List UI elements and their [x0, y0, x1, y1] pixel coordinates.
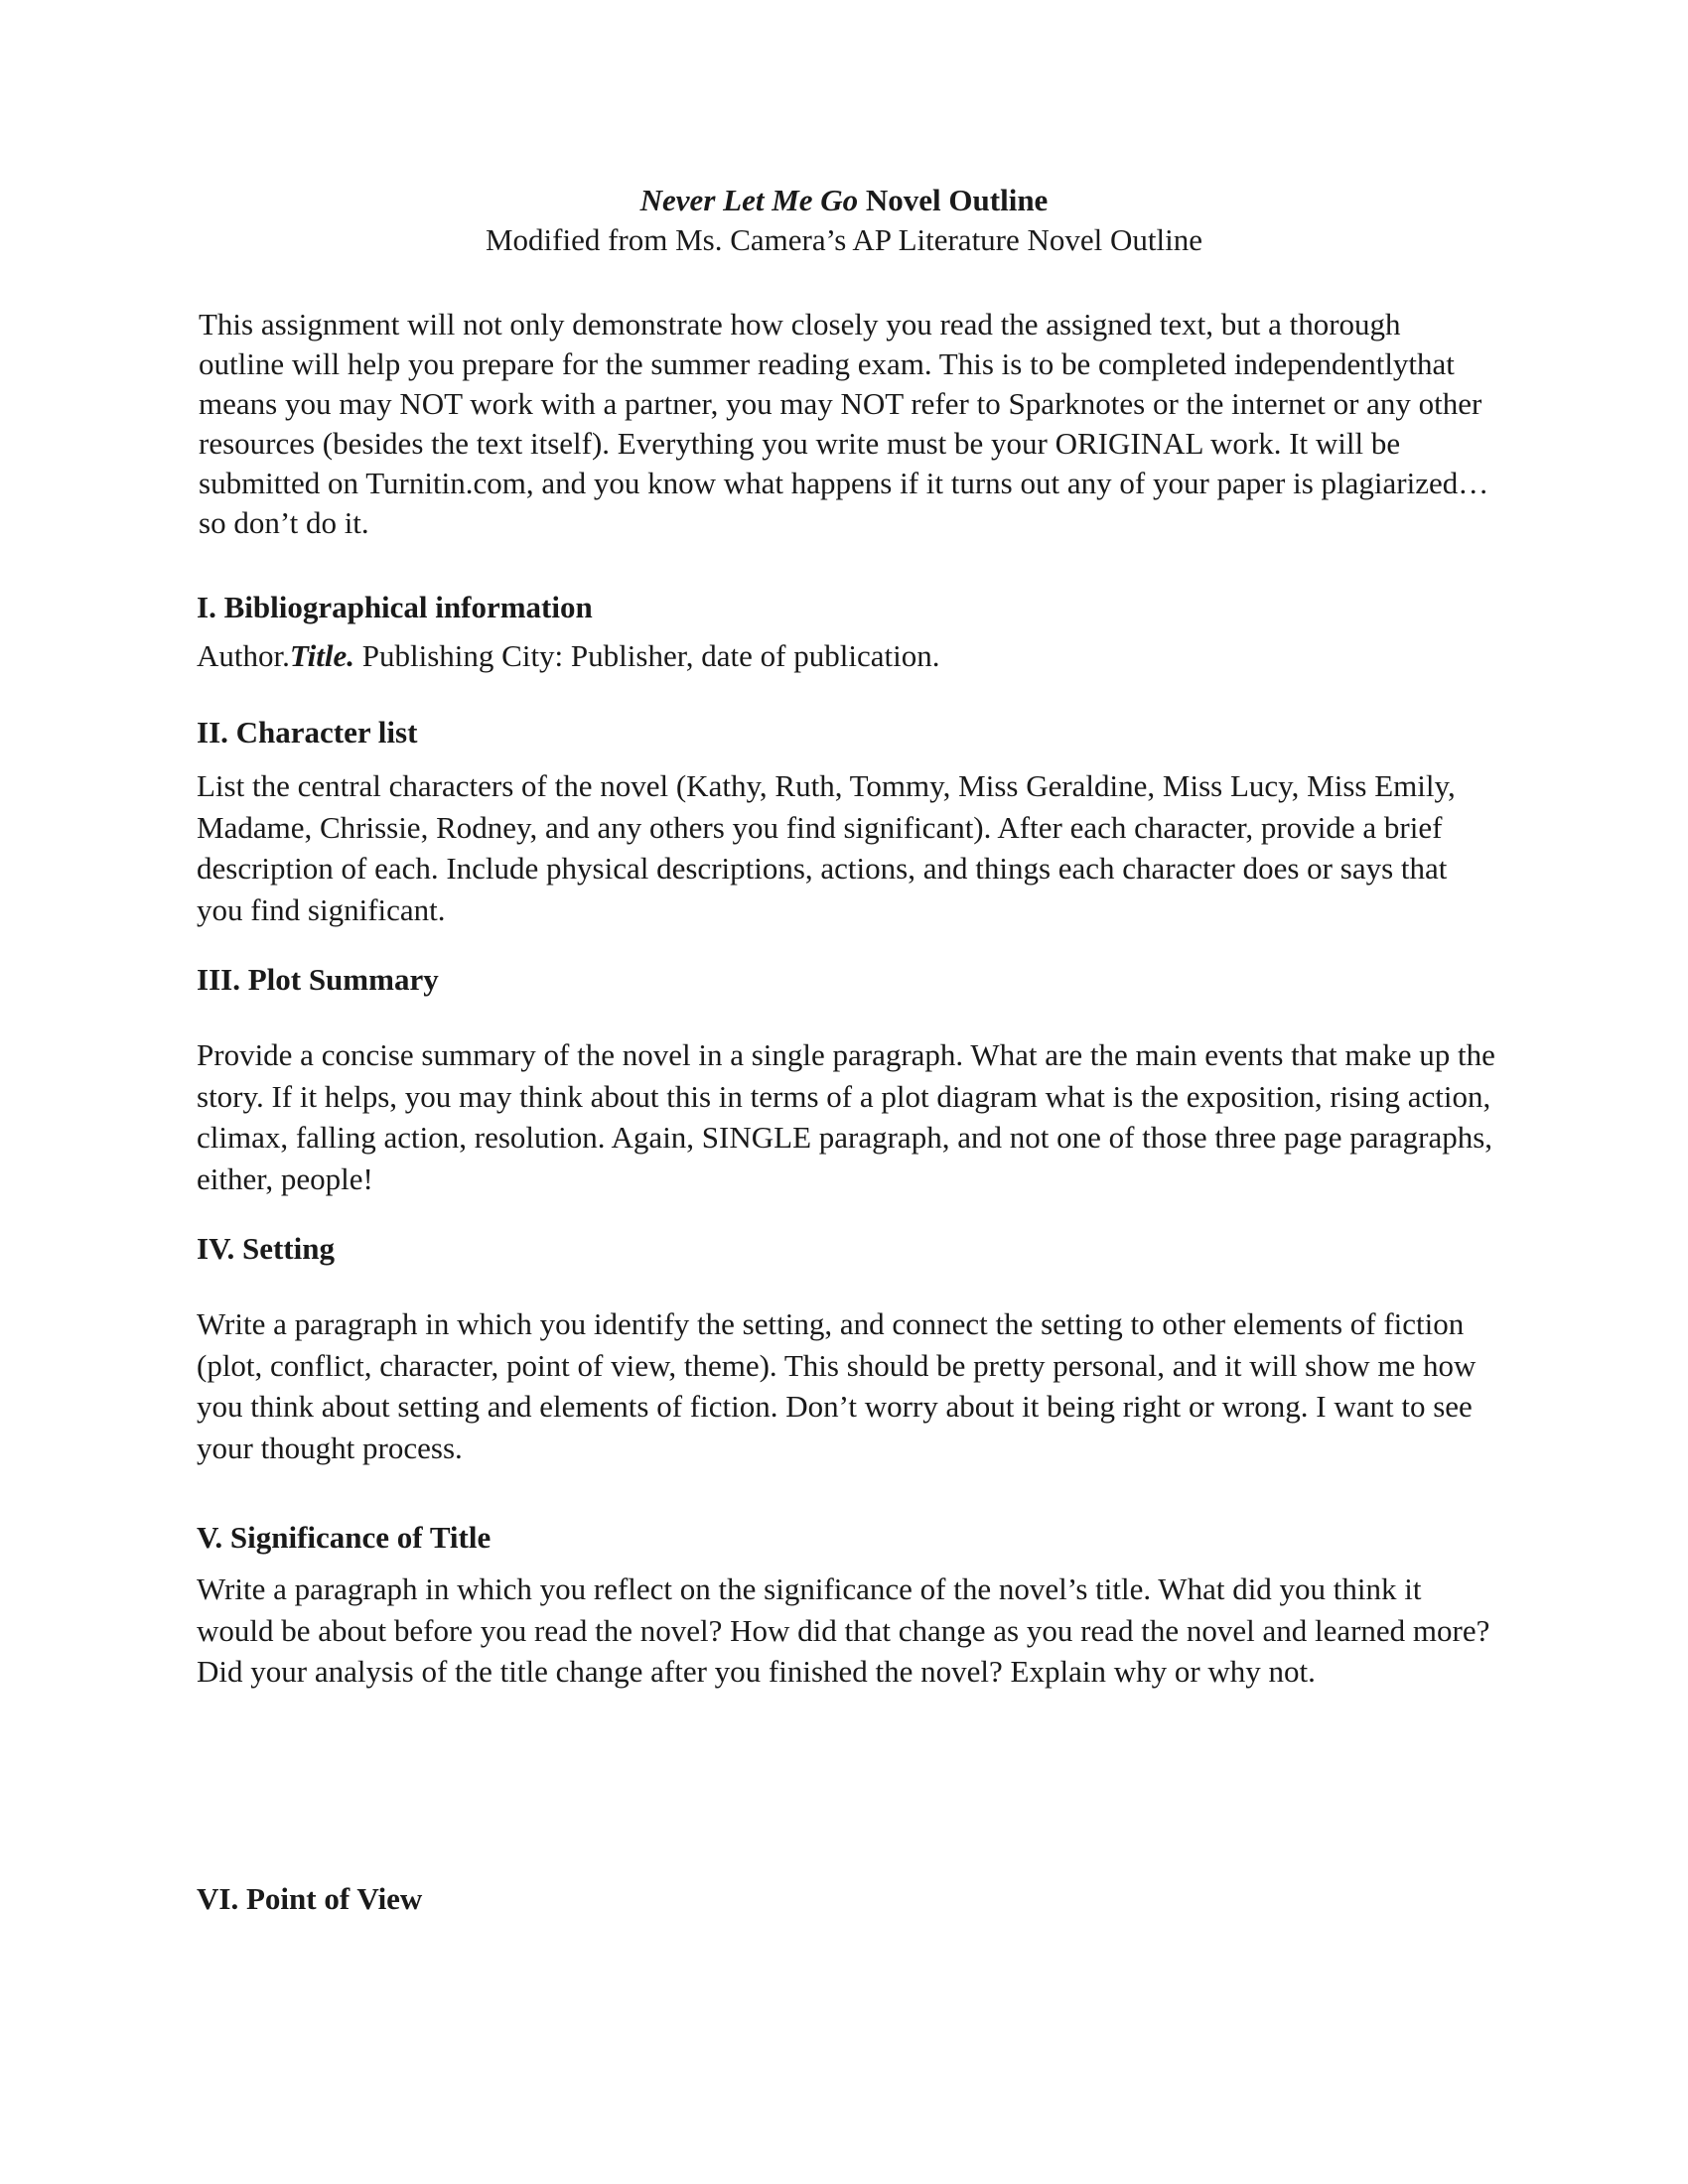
section-setting	[197, 1229, 1497, 1468]
biblio-author: Author.	[197, 638, 290, 673]
section-body: Provide a concise summary of the novel in a single paragraph. What are the main events that make up the story. If it helps, you may think about this in terms of a plot diagram what is the exposition, rising action, climax, falling action, resolution. Again, SINGLE paragraph, and not one of those three page paragraphs, either, people!	[197, 1037, 1495, 1196]
section-heading: VI. Point of View	[197, 1881, 423, 1916]
title-suffix: Novel Outline	[858, 183, 1049, 217]
section-significance-of-title	[197, 1518, 1497, 1693]
section-character-list	[197, 713, 1497, 930]
biblio-title: Title.	[289, 638, 355, 673]
section-heading: IV. Setting	[197, 1231, 335, 1266]
bibliography-format	[197, 635, 1497, 677]
document-title	[0, 181, 1688, 220]
novel-title: Never Let Me Go	[639, 183, 859, 217]
section-heading: III. Plot Summary	[197, 962, 439, 997]
section-body: List the central characters of the novel (Kathy, Ruth, Tommy, Miss Geraldine, Miss Lucy, Miss Emily, Madame, Chrissie, Rodney, and any others you find significant). After each character, provide a brief description of each. Include physical descriptions, actions, and things each character does or says that you find significant.	[197, 768, 1456, 927]
intro-paragraph: This assignment will not only demonstrate how closely you read the assigned text, but a thorough outline will help you prepare for the summer reading exam. This is to be completed independentlythat means you may NOT work with a partner, you may NOT refer to Sparknotes or the internet or any other resources (besides the text itself). Everything you write must be your ORIGINAL work. It will be submitted on Turnitin.com, and you know what happens if it turns out any of your paper is plagiarized… so don’t do it.	[199, 307, 1489, 540]
biblio-rest: Publishing City: Publisher, date of publication.	[354, 638, 940, 673]
section-bibliographical-information	[197, 588, 1497, 677]
section-heading: I. Bibliographical information	[197, 590, 593, 624]
title-block	[0, 181, 1688, 260]
document-subtitle: Modified from Ms. Camera’s AP Literature Novel Outline	[485, 222, 1203, 257]
section-body: Write a paragraph in which you identify the setting, and connect the setting to other elements of fiction (plot, conflict, character, point of view, theme). This should be pretty personal, and it will show me how you think about setting and elements of fiction. Don’t worry about it being right or wrong. I want to see your thought process.	[197, 1306, 1477, 1465]
section-plot-summary	[197, 960, 1497, 1199]
section-heading: II. Character list	[197, 715, 418, 750]
section-heading: V. Significance of Title	[197, 1520, 492, 1555]
section-point-of-view	[197, 1879, 1497, 1919]
section-body: Write a paragraph in which you reflect on the significance of the novel’s title. What did you think it would be about before you read the novel? How did that change as you read the novel and learned more? Did your analysis of the title change after you finished the novel? Explain why or why not.	[197, 1571, 1490, 1689]
